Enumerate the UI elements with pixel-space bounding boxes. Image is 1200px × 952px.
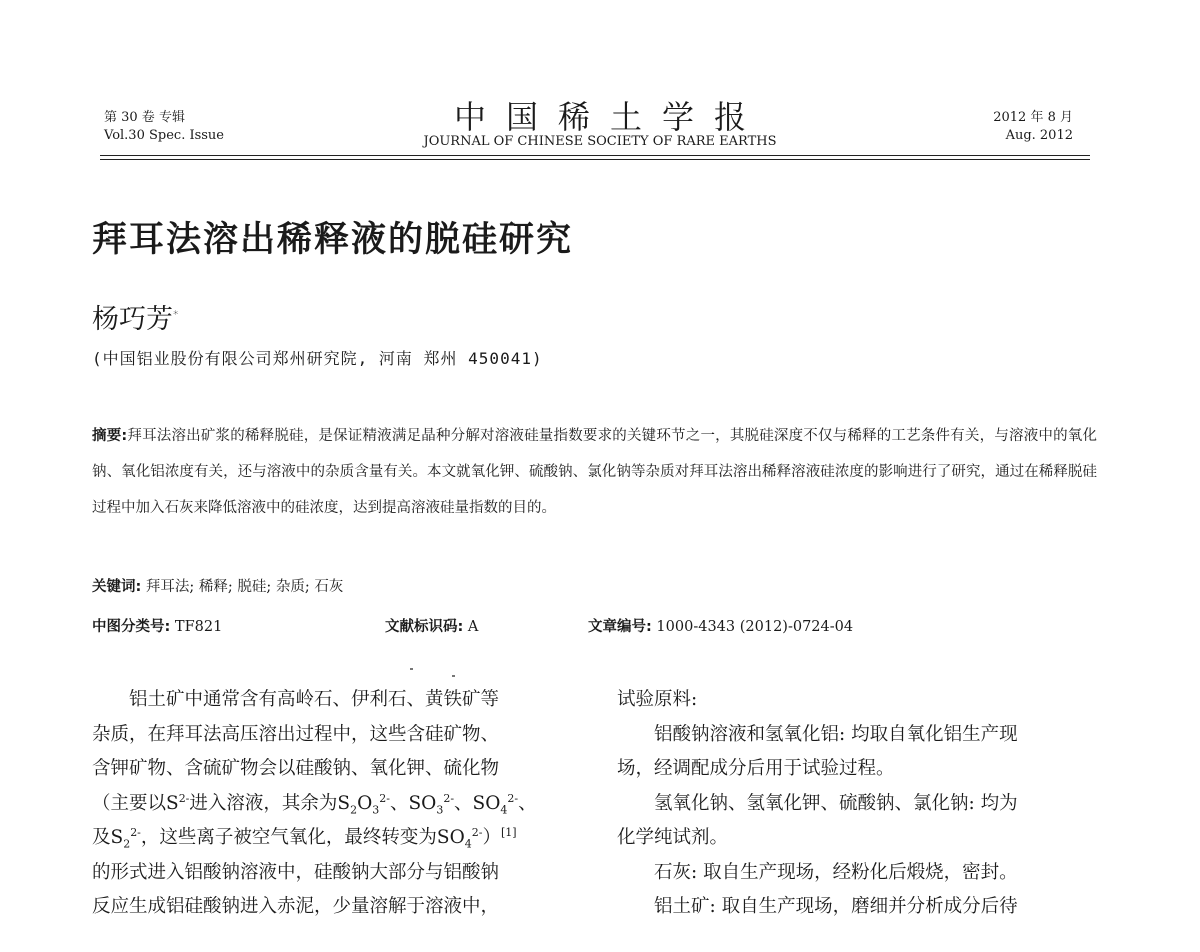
- body-column-right: [617, 683, 1097, 925]
- date-en: Aug. 2012: [1005, 128, 1073, 143]
- body-line-formula: （主要以$S^{2-}$进入溶液，其余为$S_2O_3^{2-}$、$SO_3^{2-}$、$SO_4^{2-}$、: [92, 791, 537, 817]
- scan-speck: [410, 668, 413, 670]
- author-line: [92, 297, 179, 336]
- author-mark: *: [173, 308, 179, 321]
- doc-code-value: A: [467, 619, 479, 635]
- document-code: [385, 615, 478, 636]
- abstract: [92, 418, 1097, 526]
- header-rule-bottom: [100, 159, 1090, 160]
- article-number: [588, 615, 853, 636]
- body-line: 的形式进入铝酸钠溶液中，硅酸钠大部分与铝酸钠: [92, 861, 500, 883]
- keywords-label: 关键词:: [92, 579, 142, 595]
- clc-number: [92, 615, 222, 636]
- date-cn: 2012 年 8 月: [993, 110, 1073, 125]
- body-line: 氢氧化钠、氢氧化钾、硫酸钠、氯化钠: 均为: [654, 792, 1018, 814]
- abstract-text: 拜耳法溶出矿浆的稀释脱硅，是保证精液满足晶种分解对溶液硅量指数要求的关键环节之一，其脱硅深度不仅与稀释的工艺条件有关，与溶液中的氧化钠、氧化铝浓度有关，还与溶液中的杂质含量有关。本文就氧化钾、硫酸钠、氯化钠等杂质对拜耳法溶出稀释溶液硅浓度的影响进行了研究，通过在稀释脱硅过程中加入石灰来降低溶液中的硅浓度，达到提高溶液硅量指数的目的。: [92, 428, 1097, 516]
- citation-ref: [1]: [500, 825, 517, 839]
- journal-name-en: JOURNAL OF CHINESE SOCIETY OF RARE EARTHS: [423, 134, 777, 149]
- affiliation: (中国铝业股份有限公司郑州研究院, 河南 郑州 450041): [92, 349, 543, 368]
- volume-en: Vol.30 Spec. Issue: [104, 128, 224, 143]
- clc-label: 中图分类号:: [92, 619, 171, 635]
- journal-name-cn: 中国稀土学报: [453, 98, 766, 136]
- body-line: 石灰: 取自生产现场，经粉化后煅烧，密封。: [654, 861, 1018, 883]
- body-line: 杂质，在拜耳法高压溶出过程中，这些含硅矿物、: [92, 723, 500, 745]
- keywords: [92, 575, 343, 596]
- article-number-value: 1000-4343 (2012)-0724-04: [656, 619, 854, 635]
- body-line: 含钾矿物、含硫矿物会以硅酸钠、氧化钾、硫化物: [92, 758, 500, 779]
- body-line: 场，经调配成分后用于试验过程。: [617, 758, 895, 779]
- clc-value: TF821: [174, 619, 223, 635]
- volume-cn: 第 30 卷 专辑: [104, 110, 185, 125]
- body-line: 铝酸钠溶液和氢氧化铝: 均取自氧化铝生产现: [654, 723, 1018, 745]
- body-line-formula: 及$S_2^{2-}$，这些离子被空气氧化，最终转变为$SO_4^{2-})[1]$: [92, 825, 517, 851]
- body-line: 反应生成铝硅酸钠进入赤泥，少量溶解于溶液中，: [92, 896, 500, 917]
- body-column-left: [92, 683, 562, 925]
- keywords-text: 拜耳法; 稀释; 脱硅; 杂质; 石灰: [145, 579, 344, 595]
- body-line: 铝土矿中通常含有高岭石、伊利石、黄铁矿等: [129, 689, 500, 710]
- author-name: 杨巧芳: [92, 304, 173, 335]
- section-heading: 试验原料:: [617, 689, 698, 710]
- abstract-label: 摘要:: [92, 428, 128, 444]
- body-line: 化学纯试剂。: [617, 827, 729, 848]
- header-rule-top: [100, 155, 1090, 156]
- header-date: [993, 109, 1073, 145]
- doc-code-label: 文献标识码:: [385, 619, 464, 635]
- scan-speck: [452, 675, 455, 677]
- article-number-label: 文章编号:: [588, 619, 652, 635]
- body-line: 铝土矿: 取自生产现场，磨细并分析成分后待: [654, 896, 1018, 917]
- paper-title: 拜耳法溶出稀释液的脱硅研究: [92, 220, 574, 260]
